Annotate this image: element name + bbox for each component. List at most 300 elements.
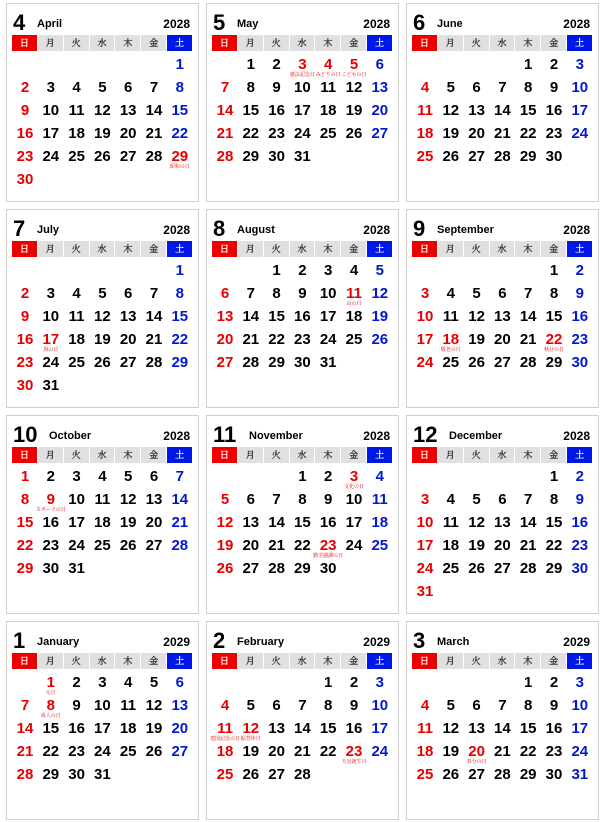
day-cell: [238, 331, 264, 354]
day-number: 31: [94, 766, 111, 783]
day-cell: [238, 308, 264, 331]
day-cell: [313, 537, 344, 560]
month-name: March: [437, 636, 470, 648]
day-number: 17: [42, 331, 60, 348]
day-cell: [315, 125, 341, 148]
day-number: 27: [145, 537, 163, 554]
day-number: 8: [324, 697, 333, 714]
month-panel-october: [6, 415, 199, 614]
day-number: 25: [68, 354, 85, 371]
weekday-header-row: [212, 653, 393, 669]
month-header: [413, 10, 592, 36]
day-number: 26: [442, 148, 460, 165]
day-number: 17: [571, 720, 589, 737]
day-cell: [141, 354, 167, 377]
day-cell: [367, 331, 393, 354]
day-number: 5: [375, 262, 384, 279]
day-number: 5: [472, 491, 481, 508]
day-cell: [315, 102, 341, 125]
day-cell: [141, 79, 167, 102]
day-number: 13: [171, 697, 189, 714]
day-number: 18: [319, 102, 337, 119]
weekday-header-row: [412, 447, 593, 463]
day-cell: [64, 697, 90, 720]
day-number: 4: [375, 468, 384, 485]
month-panel-june: [406, 3, 599, 202]
day-number: 11: [94, 491, 111, 508]
day-cell: [541, 56, 567, 79]
holiday-label: 振替休日: [240, 736, 261, 742]
weekday-label: 土: [567, 447, 592, 463]
day-cell: [515, 331, 541, 354]
day-number: 18: [371, 514, 389, 531]
day-cell: [238, 743, 264, 766]
weekday-header-row: [412, 35, 593, 51]
day-cell: [315, 720, 341, 743]
day-number: 3: [375, 674, 384, 691]
day-cell: [341, 79, 367, 102]
day-cell: [289, 514, 315, 537]
day-number: 9: [575, 285, 584, 302]
day-number: 9: [72, 697, 81, 714]
day-cell: [489, 720, 515, 743]
day-number: 21: [171, 514, 189, 531]
day-number: 26: [145, 743, 163, 760]
weekday-label: 月: [38, 447, 63, 463]
day-cell: [141, 285, 167, 308]
weekday-label: 土: [567, 653, 592, 669]
day-number: 30: [319, 560, 337, 577]
weekday-label: 土: [367, 653, 392, 669]
weekday-label: 水: [290, 447, 315, 463]
day-cell: [38, 79, 64, 102]
day-number: 25: [216, 766, 234, 783]
day-number: 28: [145, 354, 163, 371]
day-number: 14: [216, 102, 234, 119]
weekday-label: 月: [38, 35, 63, 51]
day-number: 7: [498, 79, 507, 96]
day-cell: [115, 354, 141, 377]
day-cell: [64, 331, 90, 354]
day-cell: [167, 514, 193, 537]
holiday-label: 山の日: [346, 301, 362, 307]
day-cell: [212, 308, 238, 331]
day-cell: [515, 354, 541, 377]
day-number: 5: [124, 468, 133, 485]
weekday-label: 日: [12, 653, 37, 669]
day-cell: [141, 102, 167, 125]
day-number: 10: [571, 697, 589, 714]
day-number: 4: [420, 697, 430, 714]
day-cell: [464, 560, 490, 583]
month-panel-may: [206, 3, 399, 202]
day-cell: [12, 125, 38, 148]
day-number: 6: [149, 468, 159, 485]
day-cell: [567, 743, 593, 766]
weekday-label: 月: [238, 447, 263, 463]
day-cell: [341, 491, 367, 514]
day-cell: [264, 766, 290, 789]
weekday-label: 木: [315, 35, 340, 51]
day-number: 5: [149, 674, 159, 691]
weekday-label: 木: [115, 241, 140, 257]
day-number: 1: [246, 56, 255, 73]
weekday-label: 日: [412, 241, 437, 257]
day-number: 19: [345, 102, 363, 119]
day-number: 27: [468, 766, 485, 783]
weekday-label: 水: [90, 653, 115, 669]
month-year: 2029: [563, 635, 590, 649]
day-cell: [264, 491, 290, 514]
day-number: 27: [242, 560, 260, 577]
day-number: 15: [319, 720, 337, 737]
day-cell: [515, 148, 541, 171]
weekday-label: 日: [412, 35, 437, 51]
day-number: 15: [519, 102, 537, 119]
day-cell: [12, 331, 38, 354]
day-cell: [167, 148, 193, 171]
weekday-label: 土: [167, 447, 192, 463]
day-number: 22: [242, 125, 260, 142]
day-cell: [289, 354, 315, 377]
day-cell: [167, 354, 193, 377]
month-name: January: [37, 636, 80, 648]
day-number: 2: [349, 674, 359, 691]
day-number: 24: [94, 743, 111, 760]
day-number: 13: [145, 491, 163, 508]
month-name: April: [37, 18, 63, 30]
day-number: 4: [98, 468, 107, 485]
month-year: 2029: [163, 635, 190, 649]
day-number: 16: [42, 514, 60, 531]
month-name: February: [237, 636, 285, 648]
day-number: 19: [242, 743, 260, 760]
weekday-label: 月: [438, 447, 463, 463]
holiday-label: 天皇誕生日: [341, 759, 367, 765]
day-number: 5: [98, 285, 107, 302]
month-panel-december: [406, 415, 599, 614]
day-cell: [212, 537, 238, 560]
day-number: 13: [494, 514, 511, 531]
day-number: 22: [16, 537, 34, 554]
weekday-label: 木: [515, 653, 540, 669]
day-cell: [167, 720, 193, 743]
day-cell: [315, 674, 341, 697]
day-cell: [515, 766, 541, 789]
day-cell: [12, 308, 38, 331]
day-cell: [412, 354, 438, 377]
day-cell: [367, 308, 393, 331]
day-cell: [489, 148, 515, 171]
day-number: 10: [42, 308, 60, 325]
holiday-label: 文化の日: [343, 484, 365, 490]
month-year: 2028: [363, 429, 390, 443]
month-header: [413, 628, 592, 654]
weekday-label: 月: [38, 241, 63, 257]
month-header: [213, 216, 392, 242]
day-number: 16: [545, 102, 563, 119]
day-number: 10: [68, 491, 85, 508]
day-number: 5: [98, 79, 107, 96]
day-cell: [341, 331, 367, 354]
day-cell: [89, 720, 115, 743]
day-cell: [115, 285, 141, 308]
day-number: 3: [420, 491, 430, 508]
day-number: 13: [119, 308, 137, 325]
day-cell: [115, 697, 141, 720]
day-number: 21: [294, 743, 311, 760]
day-cell: [141, 514, 167, 537]
day-cell: [12, 697, 38, 720]
day-cell: [89, 537, 115, 560]
day-cell: [38, 674, 64, 697]
day-number: 8: [246, 79, 255, 96]
day-cell: [212, 285, 238, 308]
weekday-label: 火: [264, 447, 289, 463]
day-cell: [289, 537, 315, 560]
day-cell: [341, 125, 367, 148]
day-cell: [489, 766, 515, 789]
day-number: 25: [345, 331, 363, 348]
day-cell: [367, 262, 393, 285]
day-cell: [412, 743, 438, 766]
day-number: 4: [220, 697, 230, 714]
day-cell: [289, 148, 315, 171]
day-cell: [541, 331, 567, 354]
day-number: 27: [171, 743, 189, 760]
month-panel-september: [406, 209, 599, 408]
day-number: 1: [549, 262, 559, 279]
weekday-label: 土: [167, 241, 192, 257]
day-number: 12: [94, 102, 111, 119]
day-cell: [541, 514, 567, 537]
day-cell: [541, 102, 567, 125]
day-cell: [541, 560, 567, 583]
month-name: September: [437, 224, 494, 236]
month-year: 2028: [163, 17, 190, 31]
day-number: 28: [242, 354, 260, 371]
day-number: 22: [42, 743, 60, 760]
day-number: 18: [442, 537, 460, 554]
day-cell: [38, 697, 64, 720]
day-number: 22: [545, 331, 563, 348]
weekday-label: 月: [438, 241, 463, 257]
day-number: 7: [246, 285, 255, 302]
day-cell: [38, 468, 64, 491]
day-number: 27: [268, 766, 285, 783]
day-cell: [341, 262, 367, 285]
day-number: 1: [524, 56, 533, 73]
day-number: 2: [272, 56, 281, 73]
day-cell: [367, 491, 393, 514]
day-number: 19: [442, 743, 460, 760]
day-cell: [567, 468, 593, 491]
day-number: 30: [294, 354, 311, 371]
day-number: 7: [272, 491, 281, 508]
day-number: 28: [16, 766, 34, 783]
day-number: 27: [119, 148, 137, 165]
day-cell: [115, 491, 141, 514]
day-number: 18: [442, 331, 460, 348]
day-cell: [515, 285, 541, 308]
day-cell: [412, 697, 438, 720]
day-cell: [315, 743, 341, 766]
day-cell: [489, 537, 515, 560]
day-cell: [367, 285, 393, 308]
day-cell: [238, 537, 264, 560]
weekday-label: 水: [90, 241, 115, 257]
month-panel-january: [6, 621, 199, 820]
month-year: 2028: [363, 17, 390, 31]
day-cell: [12, 491, 38, 514]
day-number: 4: [446, 491, 455, 508]
day-number: 17: [416, 331, 434, 348]
day-cell: [38, 560, 64, 583]
day-cell: [367, 720, 393, 743]
day-number: 8: [524, 697, 533, 714]
weekday-label: 水: [290, 241, 315, 257]
day-cell: [341, 537, 367, 560]
day-cell: [212, 331, 238, 354]
day-cell: [212, 743, 238, 766]
day-number: 15: [242, 102, 260, 119]
day-number: 12: [216, 514, 234, 531]
weekday-label: 日: [212, 241, 237, 257]
day-cell: [89, 514, 115, 537]
day-number: 9: [349, 697, 359, 714]
day-number: 25: [94, 537, 111, 554]
day-number: 20: [242, 537, 260, 554]
day-number: 14: [171, 491, 189, 508]
weekday-label: 木: [515, 241, 540, 257]
day-number: 4: [72, 285, 81, 302]
day-number: 3: [98, 674, 107, 691]
day-cell: [438, 125, 464, 148]
day-number: 20: [494, 537, 511, 554]
day-number: 2: [575, 262, 584, 279]
day-number: 17: [68, 514, 85, 531]
day-number: 25: [416, 148, 434, 165]
day-cell: [212, 148, 238, 171]
day-number: 28: [519, 354, 537, 371]
day-number: 13: [242, 514, 260, 531]
day-number: 21: [242, 331, 260, 348]
day-cell: [89, 697, 115, 720]
day-cell: [264, 537, 290, 560]
day-number: 15: [171, 102, 189, 119]
day-cell: [264, 262, 290, 285]
month-panel-july: [6, 209, 199, 408]
day-number: 23: [545, 743, 563, 760]
day-number: 19: [371, 308, 389, 325]
weekday-label: 火: [264, 653, 289, 669]
day-number: 4: [446, 285, 455, 302]
day-cell: [438, 514, 464, 537]
day-number: 19: [94, 125, 111, 142]
day-cell: [412, 583, 438, 606]
day-number: 10: [294, 79, 311, 96]
day-number: 6: [272, 697, 281, 714]
day-number: 13: [371, 79, 389, 96]
day-cell: [567, 560, 593, 583]
day-cell: [64, 766, 90, 789]
day-number: 4: [124, 674, 133, 691]
weekday-label: 火: [464, 653, 489, 669]
weekday-label: 日: [12, 35, 37, 51]
day-cell: [12, 102, 38, 125]
day-cell: [115, 743, 141, 766]
day-number: 30: [571, 560, 589, 577]
weekday-label: 火: [64, 241, 89, 257]
day-cell: [341, 674, 367, 697]
day-cell: [115, 537, 141, 560]
day-cell: [412, 537, 438, 560]
day-number: 11: [346, 285, 362, 302]
day-number: 28: [519, 560, 537, 577]
day-cell: [464, 102, 490, 125]
day-cell: [515, 674, 541, 697]
day-number: 4: [420, 79, 430, 96]
day-cell: [212, 491, 238, 514]
day-number: 13: [119, 102, 137, 119]
weekday-header-row: [212, 447, 393, 463]
day-number: 23: [319, 537, 337, 554]
day-cell: [412, 514, 438, 537]
day-number: 15: [16, 514, 34, 531]
day-cell: [489, 697, 515, 720]
day-number: 10: [345, 491, 363, 508]
day-number: 20: [145, 514, 163, 531]
day-cell: [115, 125, 141, 148]
weekday-label: 水: [290, 35, 315, 51]
month-number: 5: [213, 10, 226, 35]
day-cell: [115, 468, 141, 491]
day-number: 1: [549, 468, 559, 485]
day-number: 23: [294, 331, 311, 348]
day-cell: [212, 102, 238, 125]
day-cell: [38, 102, 64, 125]
day-cell: [289, 285, 315, 308]
day-cell: [464, 720, 490, 743]
day-number: 22: [319, 743, 337, 760]
month-name: December: [449, 430, 503, 442]
day-number: 16: [319, 514, 337, 531]
day-number: 12: [119, 491, 137, 508]
day-cell: [89, 79, 115, 102]
month-panel-march: [406, 621, 599, 820]
day-number: 2: [575, 468, 584, 485]
day-cell: [289, 468, 315, 491]
day-cell: [64, 308, 90, 331]
day-number: 9: [20, 102, 30, 119]
day-cell: [264, 102, 290, 125]
day-number: 18: [416, 125, 434, 142]
day-number: 10: [571, 79, 589, 96]
day-cell: [464, 125, 490, 148]
day-number: 27: [468, 148, 485, 165]
day-number: 19: [119, 514, 137, 531]
day-number: 23: [571, 331, 589, 348]
day-number: 29: [171, 354, 189, 371]
weekday-label: 木: [515, 447, 540, 463]
day-number: 7: [220, 79, 230, 96]
holiday-label: 成人の日: [40, 713, 61, 719]
day-number: 14: [16, 720, 34, 737]
day-cell: [412, 560, 438, 583]
day-cell: [264, 56, 290, 79]
day-cell: [341, 308, 367, 331]
day-number: 30: [545, 766, 563, 783]
